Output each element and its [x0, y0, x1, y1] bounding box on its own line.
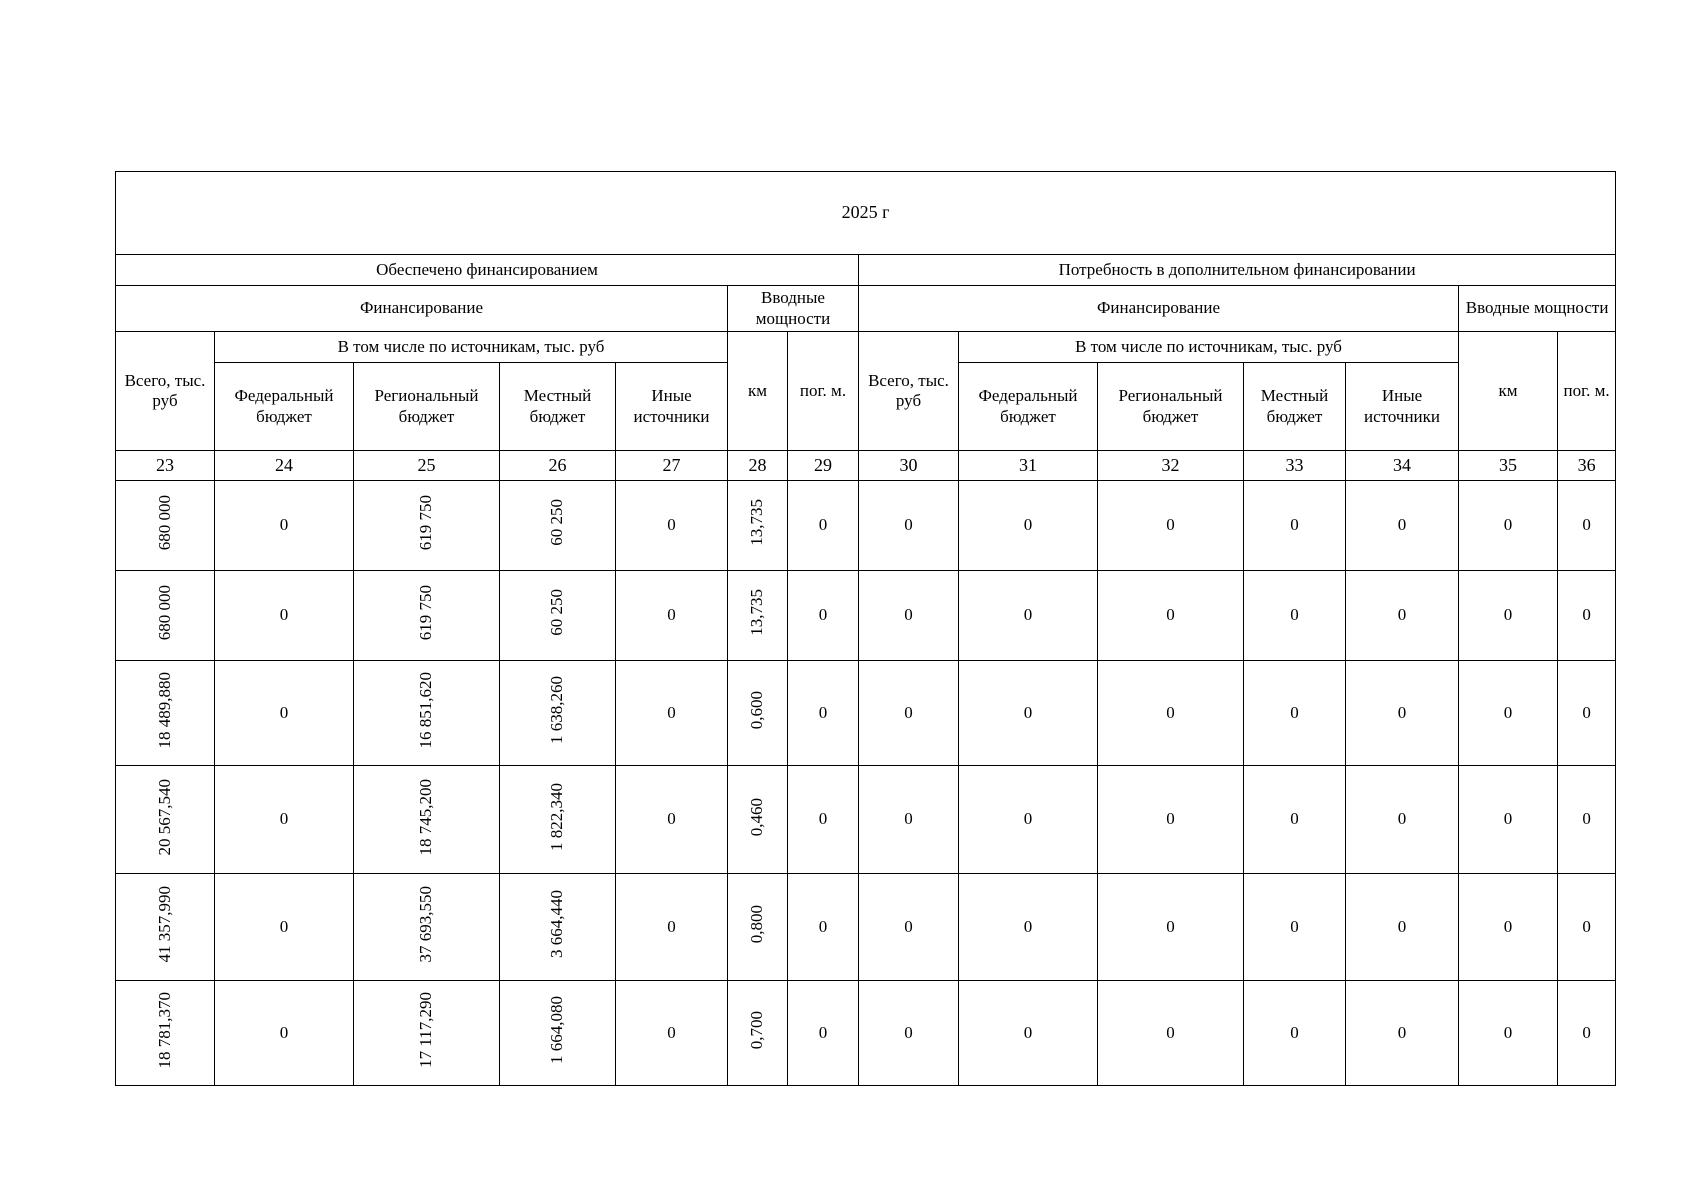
cell-value: 0	[1503, 702, 1513, 722]
cell-value: 0	[818, 809, 828, 829]
table-cell	[1459, 874, 1558, 981]
cell-value: 0	[1290, 1022, 1299, 1042]
cell-value: 0	[1582, 809, 1591, 829]
cell-value: 3 664,440	[547, 890, 567, 959]
col-total-left: Всего, тыс. руб	[116, 332, 215, 451]
table-cell	[728, 766, 788, 874]
table-cell	[616, 766, 728, 874]
cell-value: 0	[1290, 702, 1299, 722]
table-cell	[1098, 481, 1244, 571]
table-cell	[1244, 571, 1346, 661]
table-cell	[1558, 571, 1616, 661]
table-cell	[1244, 981, 1346, 1086]
column-number: 29	[788, 451, 859, 481]
table-row	[116, 571, 1616, 661]
cell-value: 0	[904, 515, 913, 535]
table-cell	[788, 661, 859, 766]
table-cell	[788, 874, 859, 981]
financing-header-right: Финансирование	[859, 286, 1459, 332]
cell-value: 0	[1166, 702, 1175, 722]
cell-value: 1 664,080	[547, 996, 567, 1065]
table-cell	[616, 661, 728, 766]
table-cell	[959, 766, 1098, 874]
sources-header-right: В том числе по источникам, тыс. руб	[959, 332, 1459, 363]
table-cell	[1558, 481, 1616, 571]
col-local-right: Местный бюджет	[1244, 363, 1346, 451]
column-number: 35	[1459, 451, 1558, 481]
cell-value: 0	[1503, 515, 1513, 535]
cell-value: 0,460	[747, 797, 767, 836]
table-cell	[1346, 571, 1459, 661]
col-pm-left: пог. м.	[788, 332, 859, 451]
col-other-right: Иные источники	[1346, 363, 1459, 451]
table-cell	[1346, 661, 1459, 766]
cell-value: 1 638,260	[547, 676, 567, 745]
cell-value: 619 750	[416, 495, 436, 551]
table-cell	[354, 661, 500, 766]
cell-value: 60 250	[547, 589, 567, 637]
cell-value: 0	[1166, 1022, 1175, 1042]
cell-value: 13,735	[747, 589, 767, 637]
column-number-row	[116, 451, 1616, 481]
table-cell	[959, 981, 1098, 1086]
table-cell	[500, 571, 616, 661]
cell-value: 0	[1397, 809, 1407, 829]
table-cell	[1459, 661, 1558, 766]
table-cell	[1558, 874, 1616, 981]
table-cell	[728, 981, 788, 1086]
col-regional-right: Региональный бюджет	[1098, 363, 1244, 451]
col-total-right: Всего, тыс. руб	[859, 332, 959, 451]
table-cell	[788, 766, 859, 874]
col-pm-right: пог. м.	[1558, 332, 1616, 451]
table-cell	[1098, 661, 1244, 766]
table-cell	[500, 874, 616, 981]
cell-value: 20 567,540	[154, 778, 174, 856]
table-cell	[1098, 874, 1244, 981]
table-cell	[1098, 571, 1244, 661]
cell-value: 18 745,200	[416, 778, 436, 856]
cell-value: 0,800	[747, 905, 767, 944]
table-cell	[116, 981, 215, 1086]
cell-value: 0	[1166, 605, 1175, 625]
cell-value: 0,600	[747, 691, 767, 730]
table-cell	[1459, 571, 1558, 661]
cell-value: 619 750	[416, 585, 436, 641]
cell-value: 0	[1582, 1022, 1591, 1042]
cell-value: 0	[667, 515, 676, 535]
cell-value: 0	[667, 809, 676, 829]
table-cell	[215, 481, 354, 571]
column-number: 27	[616, 451, 728, 481]
cell-value: 37 693,550	[416, 886, 436, 963]
cell-value: 0	[1503, 1022, 1513, 1042]
table-cell	[959, 481, 1098, 571]
cell-value: 0	[1023, 515, 1033, 535]
cell-value: 0	[279, 702, 289, 722]
table-cell	[215, 874, 354, 981]
financing-header-left: Финансирование	[116, 286, 728, 332]
cell-value: 0	[1290, 916, 1299, 936]
cell-value: 0	[279, 916, 289, 936]
cell-value: 0	[818, 916, 828, 936]
table-cell	[116, 661, 215, 766]
table-cell	[788, 481, 859, 571]
cell-value: 0	[818, 605, 828, 625]
cell-value: 16 851,620	[416, 672, 436, 749]
cell-value: 0	[1023, 809, 1033, 829]
column-number: 28	[728, 451, 788, 481]
table-cell	[616, 981, 728, 1086]
sources-header-left: В том числе по источникам, тыс. руб	[215, 332, 728, 363]
table-cell	[215, 661, 354, 766]
power-header-left: Вводные мощности	[728, 286, 859, 332]
column-number: 34	[1346, 451, 1459, 481]
cell-value: 0	[279, 809, 289, 829]
cell-value: 0	[818, 1022, 828, 1042]
cell-value: 0	[1582, 515, 1591, 535]
cell-value: 0	[279, 515, 289, 535]
table-row	[116, 661, 1616, 766]
table-cell	[1346, 766, 1459, 874]
cell-value: 0	[1290, 515, 1299, 535]
table-cell	[500, 481, 616, 571]
cell-value: 0	[904, 809, 913, 829]
cell-value: 0	[1397, 605, 1407, 625]
cell-value: 1 822,340	[547, 782, 567, 851]
cell-value: 0	[1166, 515, 1175, 535]
table-cell	[500, 981, 616, 1086]
table-cell	[500, 661, 616, 766]
col-local-left: Местный бюджет	[500, 363, 616, 451]
cell-value: 0	[1503, 605, 1513, 625]
col-km-left: км	[728, 332, 788, 451]
table-cell	[1558, 981, 1616, 1086]
table-cell	[116, 481, 215, 571]
cell-value: 0	[1166, 809, 1175, 829]
table-cell	[1098, 766, 1244, 874]
cell-value: 0	[1397, 515, 1407, 535]
power-header-right: Вводные мощности	[1459, 286, 1616, 332]
col-federal-left: Федеральный бюджет	[215, 363, 354, 451]
cell-value: 0	[1023, 916, 1033, 936]
table-row	[116, 481, 1616, 571]
table-cell	[728, 481, 788, 571]
cell-value: 0	[1397, 702, 1407, 722]
column-number: 25	[354, 451, 500, 481]
cell-value: 680 000	[154, 495, 174, 551]
cell-value: 0	[1023, 1022, 1033, 1042]
cell-value: 60 250	[547, 499, 567, 547]
table-cell	[1558, 766, 1616, 874]
cell-value: 0,700	[747, 1011, 767, 1050]
table-cell	[1558, 661, 1616, 766]
cell-value: 0	[279, 605, 289, 625]
column-number: 32	[1098, 451, 1244, 481]
table-cell	[859, 481, 959, 571]
table-cell	[788, 571, 859, 661]
table-cell	[500, 766, 616, 874]
col-km-right: км	[1459, 332, 1558, 451]
table-cell	[959, 874, 1098, 981]
table-cell	[354, 766, 500, 874]
cell-value: 0	[1290, 605, 1299, 625]
cell-value: 0	[667, 916, 676, 936]
table-cell	[215, 981, 354, 1086]
table-cell	[215, 766, 354, 874]
col-regional-left: Региональный бюджет	[354, 363, 500, 451]
section-additional-funding-need: Потребность в дополнительном финансировании	[859, 255, 1616, 286]
cell-value: 680 000	[154, 585, 174, 641]
cell-value: 0	[1023, 605, 1033, 625]
table-cell	[1346, 874, 1459, 981]
table-cell	[1459, 481, 1558, 571]
cell-value: 0	[1023, 702, 1033, 722]
cell-value: 0	[1503, 916, 1513, 936]
cell-value: 0	[667, 1022, 676, 1042]
funding-table	[115, 171, 1616, 1086]
table-cell	[1244, 661, 1346, 766]
table-title: 2025 г	[116, 172, 1616, 255]
table-row	[116, 981, 1616, 1086]
table-cell	[959, 571, 1098, 661]
table-cell	[116, 571, 215, 661]
table-cell	[616, 571, 728, 661]
column-number: 31	[959, 451, 1098, 481]
table-cell	[354, 481, 500, 571]
column-number: 26	[500, 451, 616, 481]
cell-value: 18 781,370	[154, 992, 174, 1069]
cell-value: 41 357,990	[154, 886, 174, 963]
cell-value: 13,735	[747, 499, 767, 547]
cell-value: 0	[904, 605, 913, 625]
table-cell	[616, 874, 728, 981]
column-number: 30	[859, 451, 959, 481]
table-cell	[116, 766, 215, 874]
table-cell	[1459, 766, 1558, 874]
table-cell	[959, 661, 1098, 766]
cell-value: 0	[1582, 605, 1591, 625]
table-cell	[728, 874, 788, 981]
table-cell	[116, 874, 215, 981]
cell-value: 0	[818, 515, 828, 535]
cell-value: 0	[1166, 916, 1175, 936]
cell-value: 0	[1582, 916, 1591, 936]
cell-value: 0	[667, 605, 676, 625]
table-cell	[354, 571, 500, 661]
col-other-left: Иные источники	[616, 363, 728, 451]
table-cell	[859, 571, 959, 661]
table-cell	[728, 571, 788, 661]
cell-value: 18 489,880	[154, 672, 174, 749]
data-rows	[116, 481, 1616, 1086]
table-cell	[1346, 981, 1459, 1086]
cell-value: 0	[1397, 916, 1407, 936]
table-cell	[1098, 981, 1244, 1086]
table-cell	[1459, 981, 1558, 1086]
table-cell	[728, 661, 788, 766]
column-number: 24	[215, 451, 354, 481]
cell-value: 0	[1397, 1022, 1407, 1042]
cell-value: 0	[818, 702, 828, 722]
cell-value: 0	[279, 1022, 289, 1042]
table-cell	[859, 981, 959, 1086]
col-federal-right: Федеральный бюджет	[959, 363, 1098, 451]
column-number: 33	[1244, 451, 1346, 481]
table-cell	[616, 481, 728, 571]
table-cell	[859, 766, 959, 874]
table-cell	[1244, 766, 1346, 874]
cell-value: 17 117,290	[416, 992, 436, 1069]
cell-value: 0	[667, 702, 676, 722]
cell-value: 0	[1582, 702, 1591, 722]
table-cell	[859, 661, 959, 766]
table-cell	[1244, 481, 1346, 571]
cell-value: 0	[904, 1022, 913, 1042]
table-cell	[354, 981, 500, 1086]
cell-value: 0	[904, 916, 913, 936]
table-cell	[1346, 481, 1459, 571]
column-number: 23	[116, 451, 215, 481]
table-cell	[215, 571, 354, 661]
table-cell	[1244, 874, 1346, 981]
table-cell	[788, 981, 859, 1086]
table-row	[116, 874, 1616, 981]
cell-value: 0	[904, 702, 913, 722]
cell-value: 0	[1290, 809, 1299, 829]
table-cell	[859, 874, 959, 981]
table-cell	[354, 874, 500, 981]
table-row	[116, 766, 1616, 874]
section-secured-funding: Обеспечено финансированием	[116, 255, 859, 286]
cell-value: 0	[1503, 809, 1513, 829]
column-number: 36	[1558, 451, 1616, 481]
